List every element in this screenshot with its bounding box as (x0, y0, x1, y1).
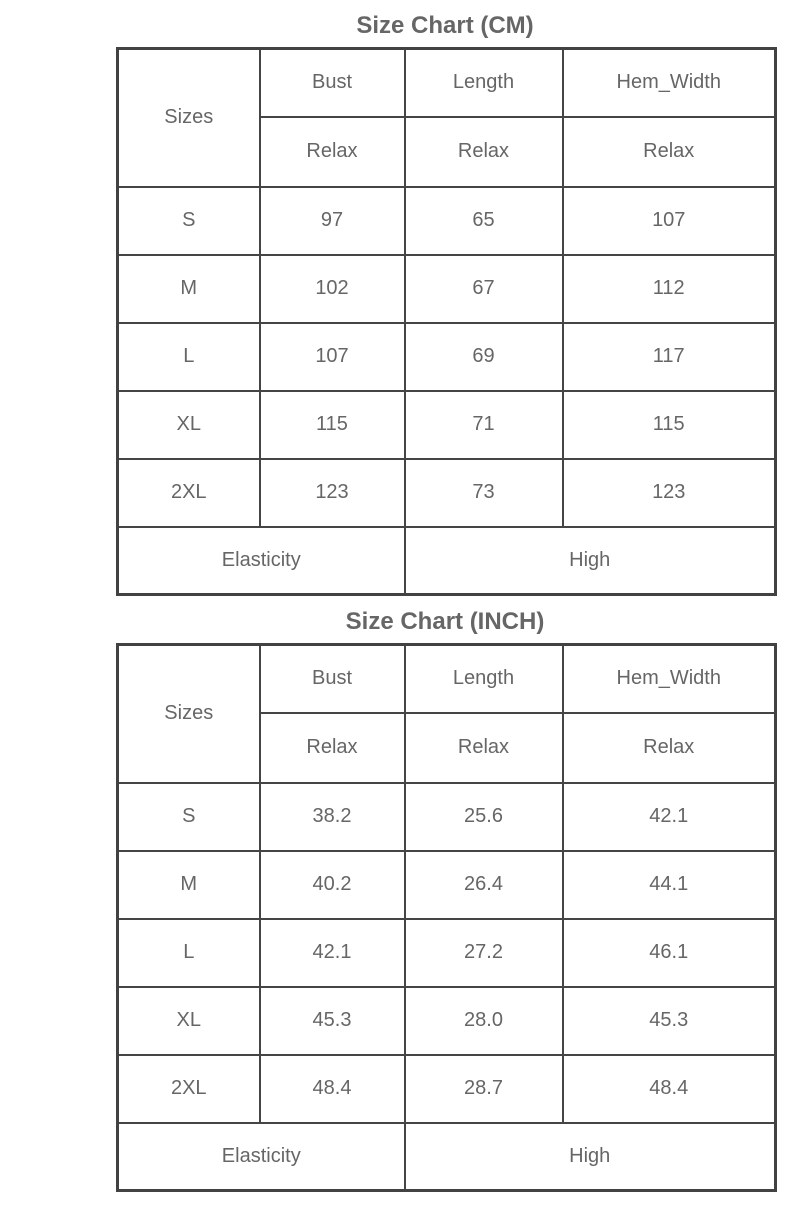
size-label-cell: S (118, 187, 260, 255)
corner-header-cell: Sizes (118, 645, 260, 783)
value-cell: 112 (563, 255, 776, 323)
fit-type-cell: Relax (405, 117, 563, 187)
value-cell: 48.4 (260, 1055, 405, 1123)
table-row (118, 851, 776, 919)
value-cell: 107 (260, 323, 405, 391)
elasticity-row (118, 1123, 776, 1191)
table-row (118, 1055, 776, 1123)
elasticity-value-cell: High (405, 527, 776, 595)
column-header-cell: Bust (260, 645, 405, 713)
size-label-cell: 2XL (118, 459, 260, 527)
column-header-cell: Length (405, 645, 563, 713)
fit-type-cell: Relax (563, 713, 776, 783)
value-cell: 28.7 (405, 1055, 563, 1123)
value-cell: 40.2 (260, 851, 405, 919)
value-cell: 102 (260, 255, 405, 323)
value-cell: 123 (563, 459, 776, 527)
value-cell: 45.3 (260, 987, 405, 1055)
size-chart-content (116, 12, 774, 1192)
value-cell: 48.4 (563, 1055, 776, 1123)
size-label-cell: S (118, 783, 260, 851)
value-cell: 107 (563, 187, 776, 255)
value-cell: 46.1 (563, 919, 776, 987)
size-chart-inch-title: Size Chart (INCH) (345, 608, 545, 635)
value-cell: 115 (563, 391, 776, 459)
elasticity-row (118, 527, 776, 595)
value-cell: 42.1 (563, 783, 776, 851)
value-cell: 38.2 (260, 783, 405, 851)
table-row (118, 255, 776, 323)
elasticity-label-cell: Elasticity (118, 527, 405, 595)
fit-type-cell: Relax (563, 117, 776, 187)
corner-header-cell: Sizes (118, 49, 260, 187)
header-row (118, 49, 776, 117)
size-label-cell: M (118, 255, 260, 323)
size-label-cell: L (118, 919, 260, 987)
size-label-cell: M (118, 851, 260, 919)
value-cell: 97 (260, 187, 405, 255)
table-row (118, 783, 776, 851)
value-cell: 123 (260, 459, 405, 527)
table-row (118, 187, 776, 255)
table-row (118, 987, 776, 1055)
elasticity-value-cell: High (405, 1123, 776, 1191)
value-cell: 117 (563, 323, 776, 391)
value-cell: 42.1 (260, 919, 405, 987)
size-chart-inch-table (116, 643, 777, 1192)
fit-type-cell: Relax (260, 117, 405, 187)
column-header-cell: Hem_Width (563, 49, 776, 117)
size-label-cell: XL (118, 391, 260, 459)
column-header-cell: Length (405, 49, 563, 117)
elasticity-label-cell: Elasticity (118, 1123, 405, 1191)
size-label-cell: L (118, 323, 260, 391)
size-label-cell: 2XL (118, 1055, 260, 1123)
value-cell: 69 (405, 323, 563, 391)
table-row (118, 391, 776, 459)
column-header-cell: Bust (260, 49, 405, 117)
fit-type-cell: Relax (405, 713, 563, 783)
value-cell: 44.1 (563, 851, 776, 919)
value-cell: 27.2 (405, 919, 563, 987)
value-cell: 71 (405, 391, 563, 459)
value-cell: 65 (405, 187, 563, 255)
value-cell: 73 (405, 459, 563, 527)
value-cell: 28.0 (405, 987, 563, 1055)
fit-type-cell: Relax (260, 713, 405, 783)
value-cell: 45.3 (563, 987, 776, 1055)
value-cell: 115 (260, 391, 405, 459)
table-row (118, 459, 776, 527)
value-cell: 67 (405, 255, 563, 323)
size-chart-cm-table (116, 47, 777, 596)
column-header-cell: Hem_Width (563, 645, 776, 713)
size-chart-cm-title: Size Chart (CM) (356, 12, 534, 39)
table-row (118, 919, 776, 987)
table-row (118, 323, 776, 391)
value-cell: 25.6 (405, 783, 563, 851)
size-label-cell: XL (118, 987, 260, 1055)
header-row (118, 645, 776, 713)
value-cell: 26.4 (405, 851, 563, 919)
